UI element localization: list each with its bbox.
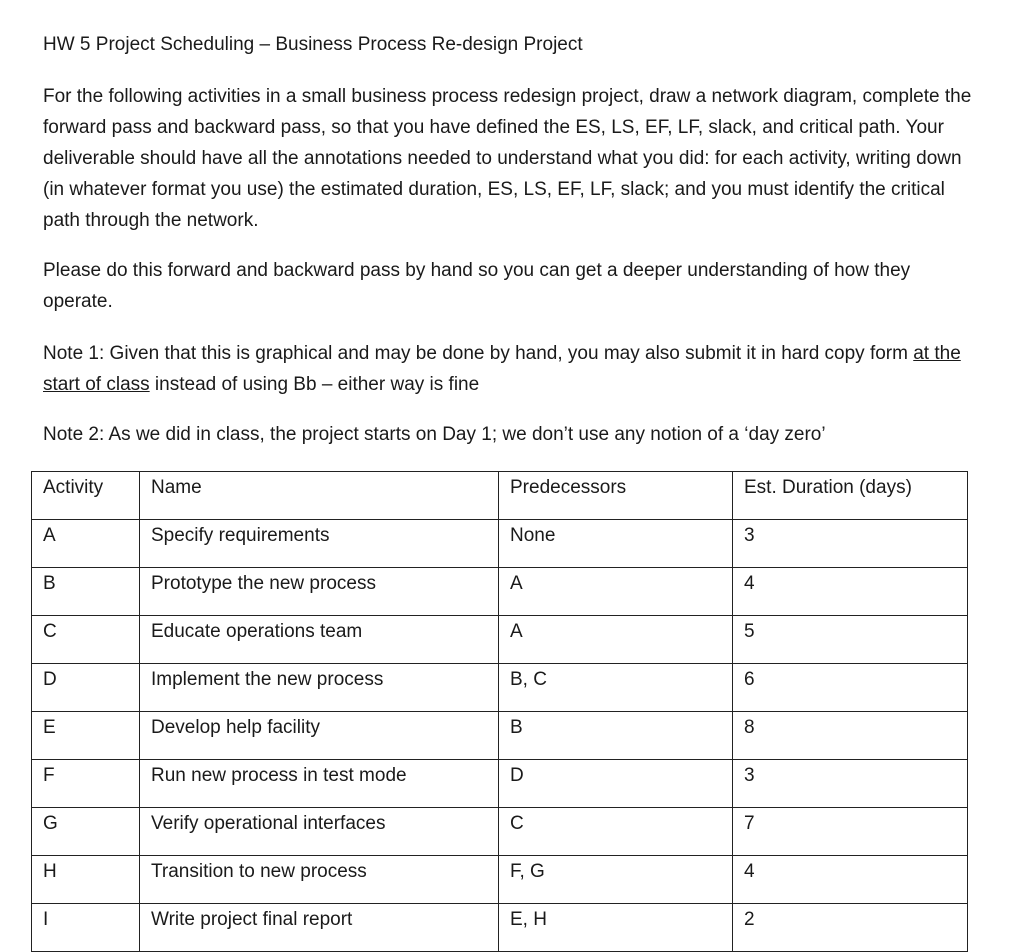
cell-predecessors: F, G: [499, 856, 733, 904]
cell-activity: G: [32, 808, 140, 856]
note-1: [43, 338, 978, 400]
cell-activity: F: [32, 760, 140, 808]
cell-predecessors: B: [499, 712, 733, 760]
cell-name: Run new process in test mode: [140, 760, 499, 808]
table-row: [32, 904, 968, 952]
cell-activity: D: [32, 664, 140, 712]
cell-activity: I: [32, 904, 140, 952]
cell-duration: 3: [733, 520, 968, 568]
cell-name: Specify requirements: [140, 520, 499, 568]
cell-name: Transition to new process: [140, 856, 499, 904]
note-1-underlined-text: at the start of class: [43, 343, 961, 395]
table-row: [32, 760, 968, 808]
cell-predecessors: B, C: [499, 664, 733, 712]
cell-duration: 4: [733, 856, 968, 904]
by-hand-paragraph: Please do this forward and backward pass by hand so you can get a deeper understanding of how they operate.: [43, 260, 911, 312]
header-name: Name: [140, 472, 499, 520]
table-row: [32, 568, 968, 616]
table-header-row: [32, 472, 968, 520]
cell-predecessors: D: [499, 760, 733, 808]
cell-name: Verify operational interfaces: [140, 808, 499, 856]
cell-duration: 4: [733, 568, 968, 616]
cell-name: Educate operations team: [140, 616, 499, 664]
cell-name: Implement the new process: [140, 664, 499, 712]
table-row: [32, 616, 968, 664]
cell-activity: H: [32, 856, 140, 904]
table-row: [32, 808, 968, 856]
note-2: Note 2: As we did in class, the project starts on Day 1; we don’t use any notion of a ‘day zero’: [43, 424, 826, 445]
note-1-text-end: instead of using Bb – either way is fine: [149, 374, 480, 395]
table-row: [32, 712, 968, 760]
table-row: [32, 520, 968, 568]
cell-predecessors: A: [499, 568, 733, 616]
cell-predecessors: None: [499, 520, 733, 568]
cell-activity: E: [32, 712, 140, 760]
cell-name: Prototype the new process: [140, 568, 499, 616]
cell-predecessors: A: [499, 616, 733, 664]
cell-predecessors: C: [499, 808, 733, 856]
cell-duration: 3: [733, 760, 968, 808]
note-1-text: Note 1: Given that this is graphical and may be done by hand, you may also submit it in hard copy form: [43, 343, 914, 364]
cell-predecessors: E, H: [499, 904, 733, 952]
cell-duration: 8: [733, 712, 968, 760]
header-duration: Est. Duration (days): [733, 472, 968, 520]
cell-activity: B: [32, 568, 140, 616]
cell-name: Develop help facility: [140, 712, 499, 760]
header-activity: Activity: [32, 472, 140, 520]
cell-duration: 7: [733, 808, 968, 856]
table-row: [32, 856, 968, 904]
cell-activity: A: [32, 520, 140, 568]
document-title: HW 5 Project Scheduling – Business Process Re-design Project: [43, 34, 583, 55]
header-predecessors: Predecessors: [499, 472, 733, 520]
table-row: [32, 664, 968, 712]
cell-duration: 6: [733, 664, 968, 712]
cell-activity: C: [32, 616, 140, 664]
cell-duration: 2: [733, 904, 968, 952]
instructions-paragraph: For the following activities in a small business process redesign project, draw a network diagram, complete the forward pass and backward pass, so that you have defined the ES, LS, EF, LF, slack, and critical path. Your deliverable should have all the annotations needed to understand what you did: for each activity, writing down (in whatever format you use) the estimated duration, ES, LS, EF, LF, slack; and you must identify the critical path through the network.: [43, 86, 972, 231]
activity-table: [31, 471, 968, 952]
cell-duration: 5: [733, 616, 968, 664]
cell-name: Write project final report: [140, 904, 499, 952]
